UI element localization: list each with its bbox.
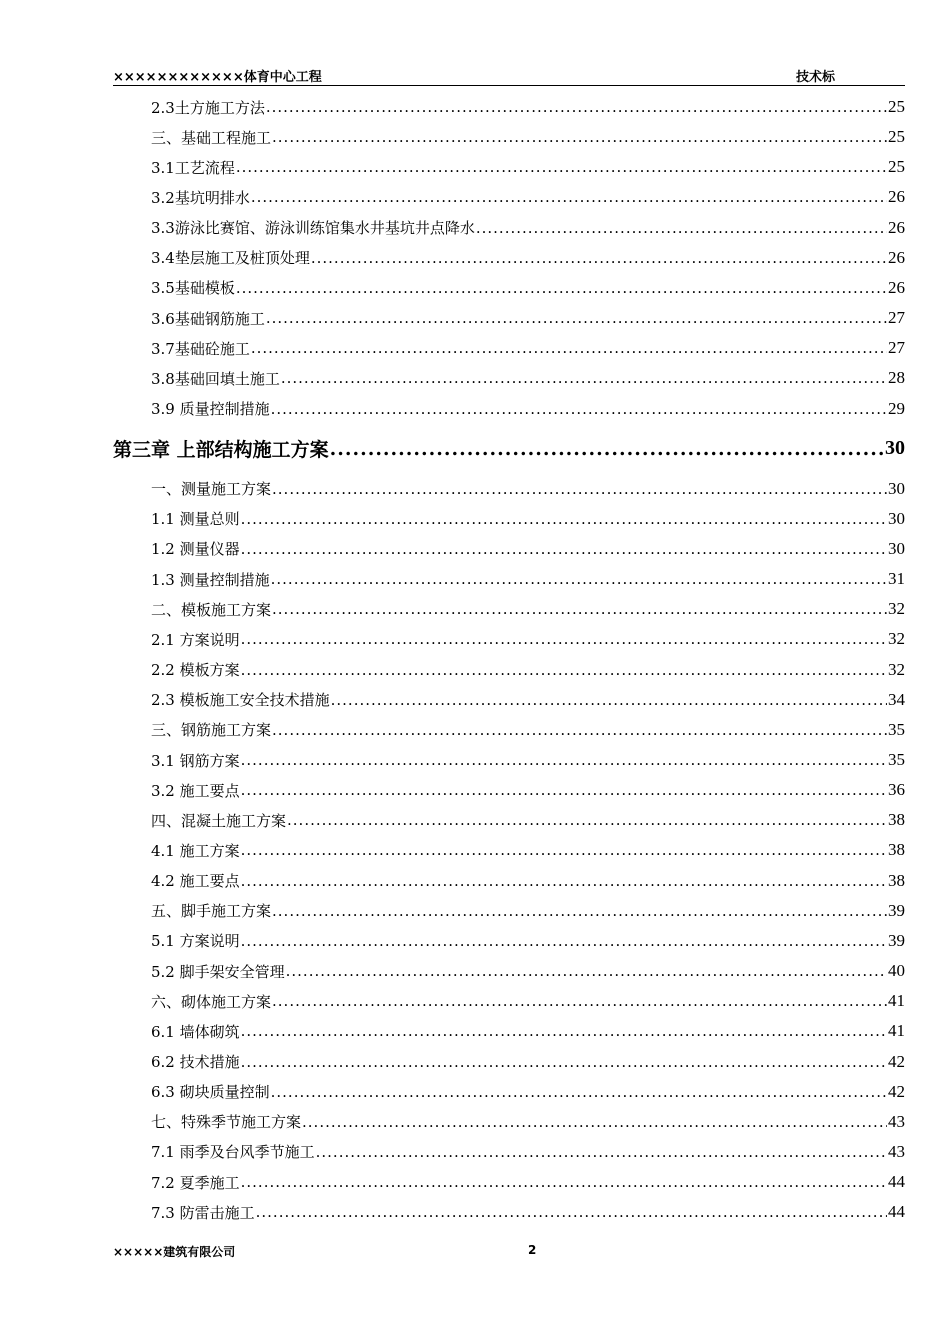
toc-entry[interactable] xyxy=(113,775,905,805)
toc-entry-title: 3.9 质量控制措施 xyxy=(151,400,270,418)
toc-entry[interactable] xyxy=(113,896,905,926)
toc-entry-page: 30 xyxy=(888,478,905,498)
toc-dot-leader xyxy=(281,369,887,387)
toc-dot-leader xyxy=(241,540,887,558)
toc-entry-page: 26 xyxy=(888,277,905,297)
toc-dot-leader xyxy=(272,600,887,618)
toc-entry[interactable] xyxy=(113,1167,905,1197)
toc-chapter-entry[interactable] xyxy=(113,430,905,468)
toc-entry-title: 三、钢筋施工方案 xyxy=(151,721,272,740)
footer-company: ×××××建筑有限公司 xyxy=(113,1245,236,1259)
toc-entry-page: 30 xyxy=(888,538,905,558)
toc-entry-page: 28 xyxy=(888,368,905,388)
toc-entry-page: 26 xyxy=(888,247,905,267)
toc-dot-leader xyxy=(302,1113,887,1131)
toc-dot-leader xyxy=(241,872,887,890)
toc-entry-title: 二、模板施工方案 xyxy=(151,600,272,619)
toc-entry-page: 27 xyxy=(888,338,905,358)
toc-entry[interactable] xyxy=(113,655,905,685)
toc-entry[interactable] xyxy=(113,805,905,835)
toc-entry-title: 3.4垫层施工及桩顶处理 xyxy=(151,249,310,268)
toc-entry[interactable] xyxy=(113,182,905,212)
toc-entry-page: 25 xyxy=(888,157,905,177)
toc-entry-page: 40 xyxy=(888,961,905,981)
toc-entry-title: 3.1 钢筋方案 xyxy=(151,751,240,770)
toc-dot-leader xyxy=(241,630,887,648)
toc-entry-title: 5.2 脚手架安全管理 xyxy=(151,962,285,981)
toc-entry-title: 2.2 模板方案 xyxy=(151,661,240,680)
toc-entry[interactable] xyxy=(113,534,905,564)
toc-entry[interactable] xyxy=(113,333,905,363)
toc-entry-title: 7.2 夏季施工 xyxy=(151,1173,240,1192)
toc-dot-leader xyxy=(271,400,887,418)
toc-entry[interactable] xyxy=(113,363,905,393)
toc-dot-leader xyxy=(251,339,887,357)
toc-entry[interactable] xyxy=(113,685,905,715)
toc-entry-title: 1.1 测量总则 xyxy=(151,510,240,529)
toc-entry-page: 44 xyxy=(888,1202,905,1222)
page-header xyxy=(113,66,905,86)
footer-page-number: 2 xyxy=(528,1243,537,1257)
toc-entry-page: 43 xyxy=(888,1111,905,1131)
toc-dot-leader xyxy=(272,721,887,739)
toc-entry-title: 第三章 上部结构施工方案 xyxy=(113,439,329,462)
toc-entry[interactable] xyxy=(113,594,905,624)
toc-entry-page: 42 xyxy=(888,1081,905,1101)
toc-dot-leader xyxy=(330,438,884,460)
toc-dot-leader xyxy=(272,992,887,1010)
toc-dot-leader xyxy=(271,1083,887,1101)
toc-entry[interactable] xyxy=(113,1077,905,1107)
toc-entry-page: 26 xyxy=(888,217,905,237)
toc-entry-page: 41 xyxy=(888,991,905,1011)
toc-entry-title: 4.2 施工要点 xyxy=(151,872,240,891)
toc-entry[interactable] xyxy=(113,835,905,865)
toc-dot-leader xyxy=(236,158,887,176)
toc-dot-leader xyxy=(286,962,887,980)
toc-dot-leader xyxy=(316,1143,887,1161)
toc-entry-title: 3.2基坑明排水 xyxy=(151,188,250,207)
toc-entry[interactable] xyxy=(113,303,905,333)
toc-entry[interactable] xyxy=(113,273,905,303)
toc-entry[interactable] xyxy=(113,243,905,273)
toc-entry[interactable] xyxy=(113,504,905,534)
toc-dot-leader xyxy=(476,219,887,237)
toc-dot-leader xyxy=(272,902,887,920)
toc-entry-page: 44 xyxy=(888,1172,905,1192)
toc-entry-title: 3.3游泳比赛馆、游泳训练馆集水井基坑井点降水 xyxy=(151,219,475,238)
toc-entry[interactable] xyxy=(113,715,905,745)
toc-entry-page: 42 xyxy=(888,1051,905,1071)
toc-dot-leader xyxy=(266,98,887,116)
toc-entry-title: 2.3 模板施工安全技术措施 xyxy=(151,691,330,710)
toc-entry-title: 6.3 砌块质量控制 xyxy=(151,1083,270,1102)
toc-entry[interactable] xyxy=(113,92,905,122)
toc-entry[interactable] xyxy=(113,866,905,896)
toc-entry-title: 6.1 墙体砌筑 xyxy=(151,1022,240,1041)
toc-dot-leader xyxy=(241,932,887,950)
toc-entry-title: 六、砌体施工方案 xyxy=(151,992,272,1011)
toc-dot-leader xyxy=(311,249,887,267)
toc-entry[interactable] xyxy=(113,926,905,956)
toc-entry-page: 25 xyxy=(888,127,905,147)
toc-entry-title: 一、测量施工方案 xyxy=(151,480,272,499)
toc-entry-page: 39 xyxy=(888,930,905,950)
toc-entry-title: 3.8基础回填土施工 xyxy=(151,369,280,388)
toc-entry[interactable] xyxy=(113,745,905,775)
toc-entry-page: 32 xyxy=(888,599,905,619)
toc-entry-page: 31 xyxy=(888,569,905,589)
toc-entry[interactable] xyxy=(113,1137,905,1167)
toc-entry-title: 1.3 测量控制措施 xyxy=(151,570,270,589)
toc-entry-page: 29 xyxy=(888,398,905,418)
toc-entry-page: 38 xyxy=(888,840,905,860)
toc-dot-leader xyxy=(272,480,887,498)
toc-entry-page: 41 xyxy=(888,1021,905,1041)
toc-dot-leader xyxy=(241,781,887,799)
toc-entry-title: 6.2 技术措施 xyxy=(151,1053,240,1071)
toc-dot-leader xyxy=(241,1022,887,1040)
toc-entry-title: 七、特殊季节施工方案 xyxy=(151,1113,302,1132)
toc-entry-page: 35 xyxy=(888,719,905,739)
toc-entry-title: 2.3土方施工方法 xyxy=(151,98,265,117)
toc-entry[interactable] xyxy=(113,474,905,504)
toc-dot-leader xyxy=(272,128,887,146)
toc-entry-title: 3.6基础钢筋施工 xyxy=(151,309,265,328)
toc-dot-leader xyxy=(241,1173,887,1191)
toc-entry-page: 25 xyxy=(888,97,905,116)
toc-entry[interactable] xyxy=(113,152,905,182)
page-footer xyxy=(113,1243,905,1263)
toc-dot-leader xyxy=(251,188,887,206)
toc-entry[interactable] xyxy=(113,1107,905,1137)
toc-entry-title: 3.2 施工要点 xyxy=(151,781,240,800)
toc-entry-title: 4.1 施工方案 xyxy=(151,841,240,860)
toc-dot-leader xyxy=(241,661,887,679)
toc-dot-leader xyxy=(241,1053,887,1071)
toc-entry-page: 43 xyxy=(888,1141,905,1161)
toc-entry[interactable] xyxy=(113,956,905,986)
toc-dot-leader xyxy=(287,811,887,829)
toc-entry-page: 30 xyxy=(888,508,905,528)
toc-entry-title: 四、混凝土施工方案 xyxy=(151,811,287,830)
toc-dot-leader xyxy=(241,841,887,859)
toc-entry-title: 5.1 方案说明 xyxy=(151,932,240,951)
toc-entry-title: 3.5基础模板 xyxy=(151,279,235,298)
toc-dot-leader xyxy=(266,309,887,327)
toc-entry-title: 2.1 方案说明 xyxy=(151,630,240,649)
toc-entry-page: 38 xyxy=(888,870,905,890)
toc-entry-page: 32 xyxy=(888,629,905,649)
toc-entry[interactable] xyxy=(113,624,905,654)
toc-dot-leader xyxy=(256,1203,887,1221)
toc-entry-page: 27 xyxy=(888,308,905,328)
toc-entry-page: 26 xyxy=(888,187,905,207)
toc-dot-leader xyxy=(331,691,887,709)
toc-entry-page: 38 xyxy=(888,810,905,830)
toc-dot-leader xyxy=(271,570,887,588)
toc-entry-page: 39 xyxy=(888,900,905,920)
toc-entry[interactable] xyxy=(113,394,905,424)
toc-entry-page: 34 xyxy=(888,689,905,709)
toc-entry[interactable] xyxy=(113,213,905,243)
toc-entry[interactable] xyxy=(113,122,905,152)
toc-dot-leader xyxy=(236,279,887,297)
toc-entry-title: 1.2 测量仪器 xyxy=(151,540,240,559)
toc-entry-page: 36 xyxy=(888,780,905,800)
toc-entry-page: 35 xyxy=(888,750,905,769)
toc-entry-title: 3.1工艺流程 xyxy=(151,158,235,177)
toc-entry[interactable] xyxy=(113,1016,905,1046)
header-title: ××××××××××××体育中心工程 xyxy=(113,70,322,85)
toc-entry-title: 三、基础工程施工 xyxy=(151,128,272,147)
toc-entry-page: 32 xyxy=(888,659,905,679)
toc-entry-title: 7.3 防雷击施工 xyxy=(151,1203,255,1222)
toc-entry[interactable] xyxy=(113,1047,905,1077)
toc-entry-page: 30 xyxy=(885,437,905,460)
toc-entry[interactable] xyxy=(113,986,905,1016)
toc-entry-title: 3.7基础砼施工 xyxy=(151,339,250,358)
toc-entry[interactable] xyxy=(113,1197,905,1227)
toc-entry-title: 7.1 雨季及台风季节施工 xyxy=(151,1143,315,1162)
header-doc-type: 技术标 xyxy=(796,70,836,85)
toc-entry-title: 五、脚手施工方案 xyxy=(151,902,272,921)
toc-dot-leader xyxy=(241,751,887,769)
toc-entry[interactable] xyxy=(113,564,905,594)
toc-dot-leader xyxy=(241,510,887,528)
